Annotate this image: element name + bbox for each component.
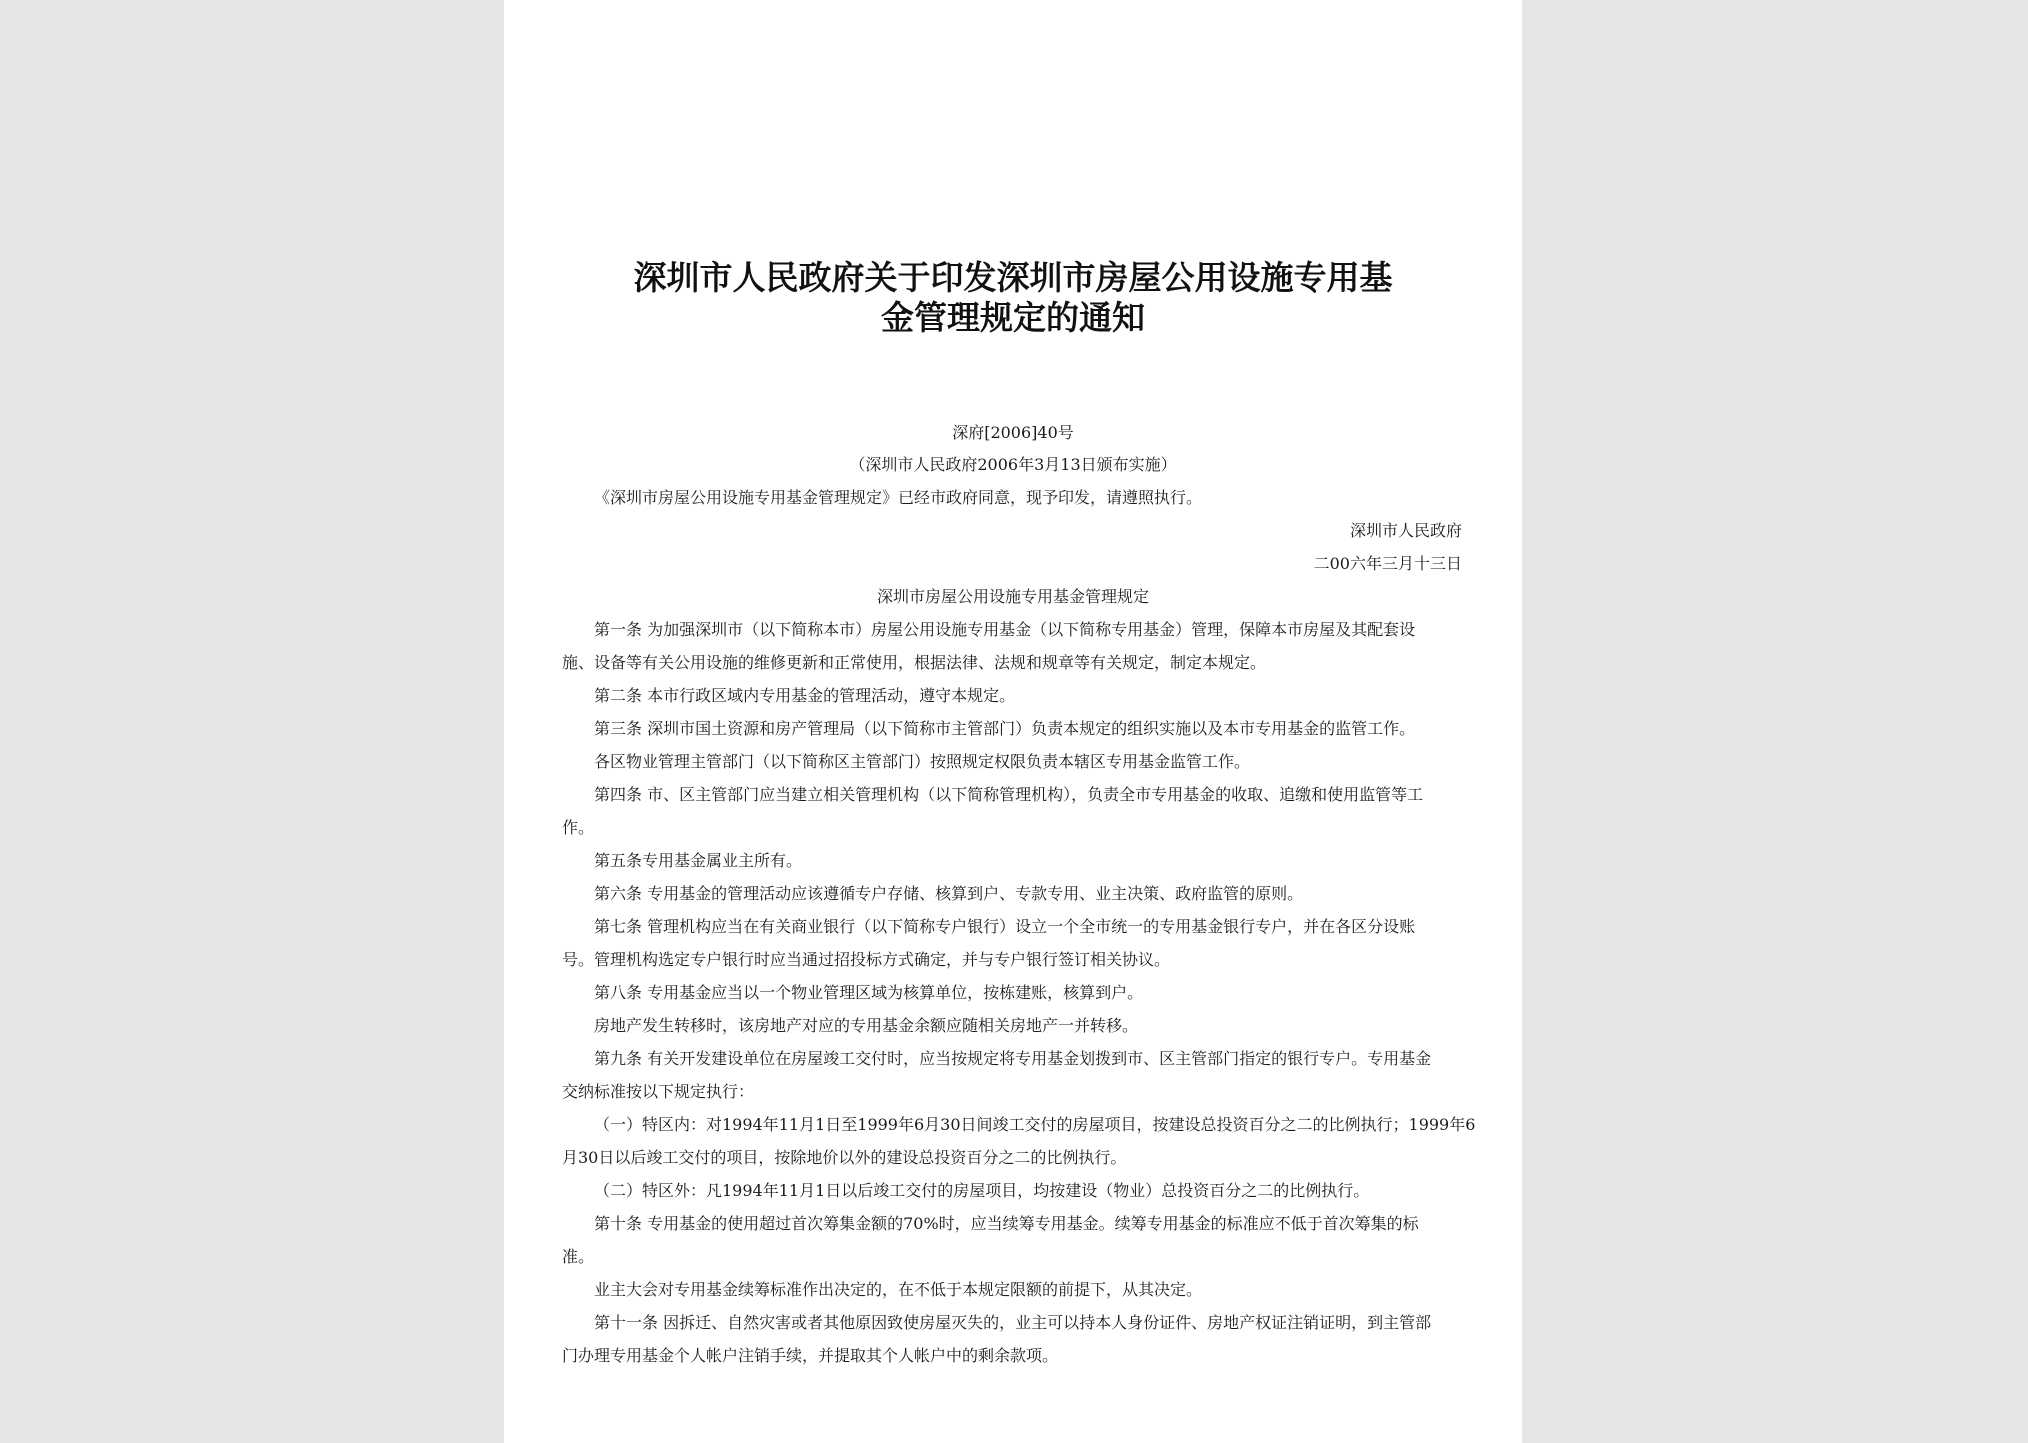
body-line: 号。管理机构选定专户银行时应当通过招投标方式确定，并与专户银行签订相关协议。 — [562, 950, 1171, 969]
body-line: （二）特区外：凡1994年11月1日以后竣工交付的房屋项目，均按建设（物业）总投资百分之二的比例执行。 — [594, 1181, 1370, 1200]
body-line: 第八条 专用基金应当以一个物业管理区域为核算单位，按栋建账，核算到户。 — [594, 983, 1144, 1002]
body-line: 第二条 本市行政区域内专用基金的管理活动，遵守本规定。 — [594, 686, 1016, 705]
title-line-1: 深圳市人民政府关于印发深圳市房屋公用设施专用基 — [633, 258, 1393, 297]
body-line: 第四条 市、区主管部门应当建立相关管理机构（以下简称管理机构），负责全市专用基金的收取、追缴和使用监管等工 — [594, 785, 1424, 804]
body-line: 第五条专用基金属业主所有。 — [594, 851, 803, 870]
body-line: 第十一条 因拆迁、自然灾害或者其他原因致使房屋灭失的，业主可以持本人身份证件、房地产权证注销证明，到主管部 — [594, 1313, 1432, 1332]
signature-date: 二00六年三月十三日 — [1313, 554, 1462, 573]
document-number: 深府[2006]40号 — [952, 423, 1074, 442]
intro-paragraph: 《深圳市房屋公用设施专用基金管理规定》已经市政府同意，现予印发，请遵照执行。 — [594, 488, 1203, 507]
body-line: 第一条 为加强深圳市（以下简称本市）房屋公用设施专用基金（以下简称专用基金）管理，保障本市房屋及其配套设 — [594, 620, 1416, 639]
title-line-2: 金管理规定的通知 — [881, 298, 1145, 337]
body-line: 交纳标准按以下规定执行： — [562, 1082, 755, 1101]
signature-org: 深圳市人民政府 — [1349, 521, 1462, 540]
body-line: 第三条 深圳市国土资源和房产管理局（以下简称市主管部门）负责本规定的组织实施以及本市专用基金的监管工作。 — [594, 719, 1416, 738]
body-line: 门办理专用基金个人帐户注销手续，并提取其个人帐户中的剩余款项。 — [562, 1346, 1059, 1365]
issue-note: （深圳市人民政府2006年3月13日颁布实施） — [849, 455, 1177, 474]
body-line: 第六条 专用基金的管理活动应该遵循专户存储、核算到户、专款专用、业主决策、政府监管的原则。 — [594, 884, 1304, 903]
body-line: 第十条 专用基金的使用超过首次筹集金额的70%时，应当续筹专用基金。续筹专用基金的标准应不低于首次筹集的标 — [594, 1214, 1419, 1233]
document-page — [504, 0, 1522, 1443]
body-line: 月30日以后竣工交付的项目，按除地价以外的建设总投资百分之二的比例执行。 — [562, 1148, 1127, 1167]
document-title — [504, 258, 1522, 338]
body-line: （一）特区内：对1994年11月1日至1999年6月30日间竣工交付的房屋项目，按建设总投资百分之二的比例执行；1999年6 — [594, 1115, 1476, 1134]
body-line: 作。 — [562, 818, 595, 837]
body-line: 业主大会对专用基金续筹标准作出决定的，在不低于本规定限额的前提下，从其决定。 — [594, 1280, 1203, 1299]
body-line: 房地产发生转移时，该房地产对应的专用基金余额应随相关房地产一并转移。 — [594, 1016, 1139, 1035]
body-line: 各区物业管理主管部门（以下简称区主管部门）按照规定权限负责本辖区专用基金监管工作。 — [594, 752, 1251, 771]
body-line: 施、设备等有关公用设施的维修更新和正常使用，根据法律、法规和规章等有关规定，制定本规定。 — [562, 653, 1267, 672]
body-line: 第七条 管理机构应当在有关商业银行（以下简称专户银行）设立一个全市统一的专用基金银行专户，并在各区分设账 — [594, 917, 1416, 936]
regulation-title: 深圳市房屋公用设施专用基金管理规定 — [876, 587, 1149, 606]
body-line: 准。 — [562, 1247, 595, 1266]
body-line: 第九条 有关开发建设单位在房屋竣工交付时，应当按规定将专用基金划拨到市、区主管部门指定的银行专户。专用基金 — [594, 1049, 1432, 1068]
